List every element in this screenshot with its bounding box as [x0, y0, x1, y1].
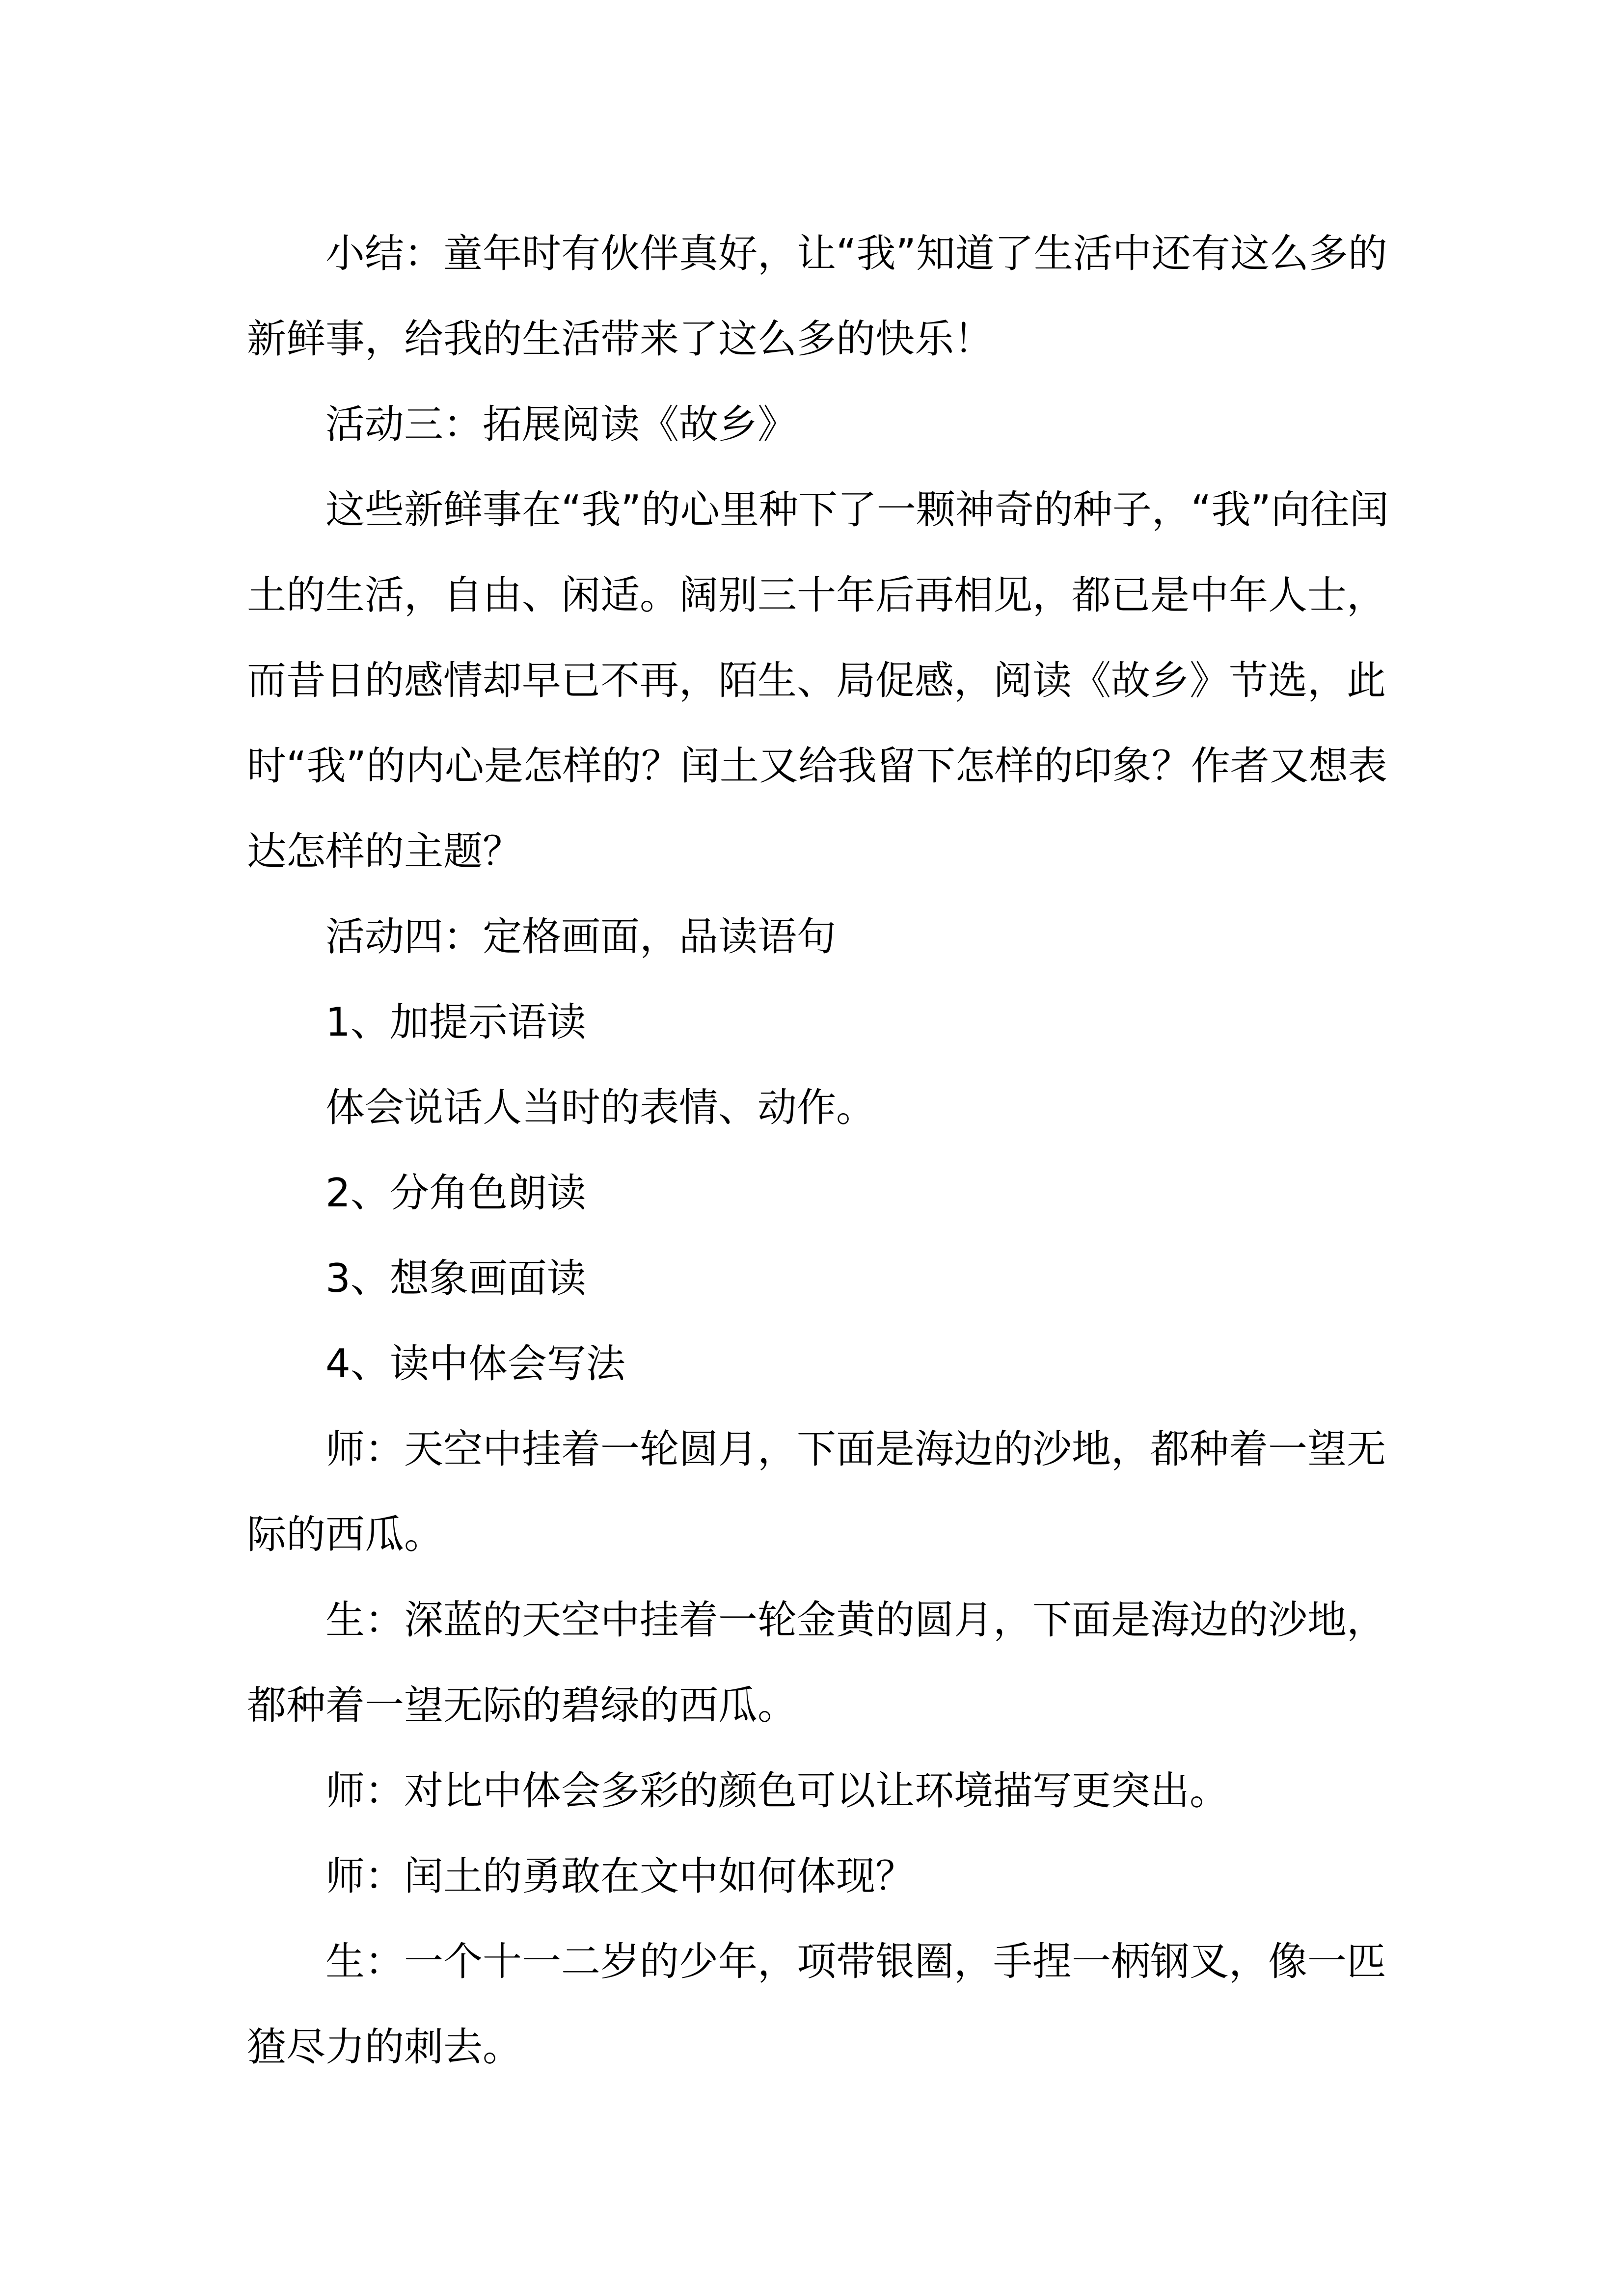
teacher-line-one: 师：天空中挂着一轮圆月，下面是海边的沙地，都种着一望无际的西瓜。: [247, 1426, 1386, 1557]
teacher-line-three: 师：闰土的勇敢在文中如何体现？: [325, 1853, 915, 1899]
step-two: 2、分角色朗读: [325, 1170, 586, 1216]
step-three: 3、想象画面读: [325, 1255, 586, 1301]
student-line-one: 生：深蓝的天空中挂着一轮金黄的圆月，下面是海边的沙地，都种着一望无际的碧绿的西瓜。: [247, 1597, 1386, 1728]
summary-paragraph: 小结：童年时有伙伴真好，让“我”知道了生活中还有这么多的新鲜事，给我的生活带来了这么多的快乐！: [247, 231, 1387, 362]
activity-three-paragraph: 这些新鲜事在“我”的心里种下了一颗神奇的种子，“我”向往闰土的生活，自由、闲适。阔别三十年后再相见，都已是中年人士，而昔日的感情却早已不再，陌生、局促感，阅读《故乡》节选，此时“我”的内心是怎样的？闰土又给我留下怎样的印象？作者又想表达怎样的主题？: [247, 487, 1389, 874]
student-line-two: 生：一个十一二岁的少年，项带银圈，手捏一柄钢叉，像一匹猹尽力的刺去。: [247, 1939, 1386, 2070]
document-body: [247, 211, 1391, 2090]
activity-four-heading: 活动四：定格画面，品读语句: [325, 914, 836, 960]
step-one-note: 体会说话人当时的表情、动作。: [325, 1085, 875, 1130]
step-four: 4、读中体会写法: [325, 1341, 625, 1387]
teacher-line-two: 师：对比中体会多彩的颜色可以让环境描写更突出。: [325, 1768, 1229, 1814]
activity-three-heading: 活动三：拓展阅读《故乡》: [325, 401, 797, 447]
step-one: 1、加提示语读: [325, 999, 586, 1045]
